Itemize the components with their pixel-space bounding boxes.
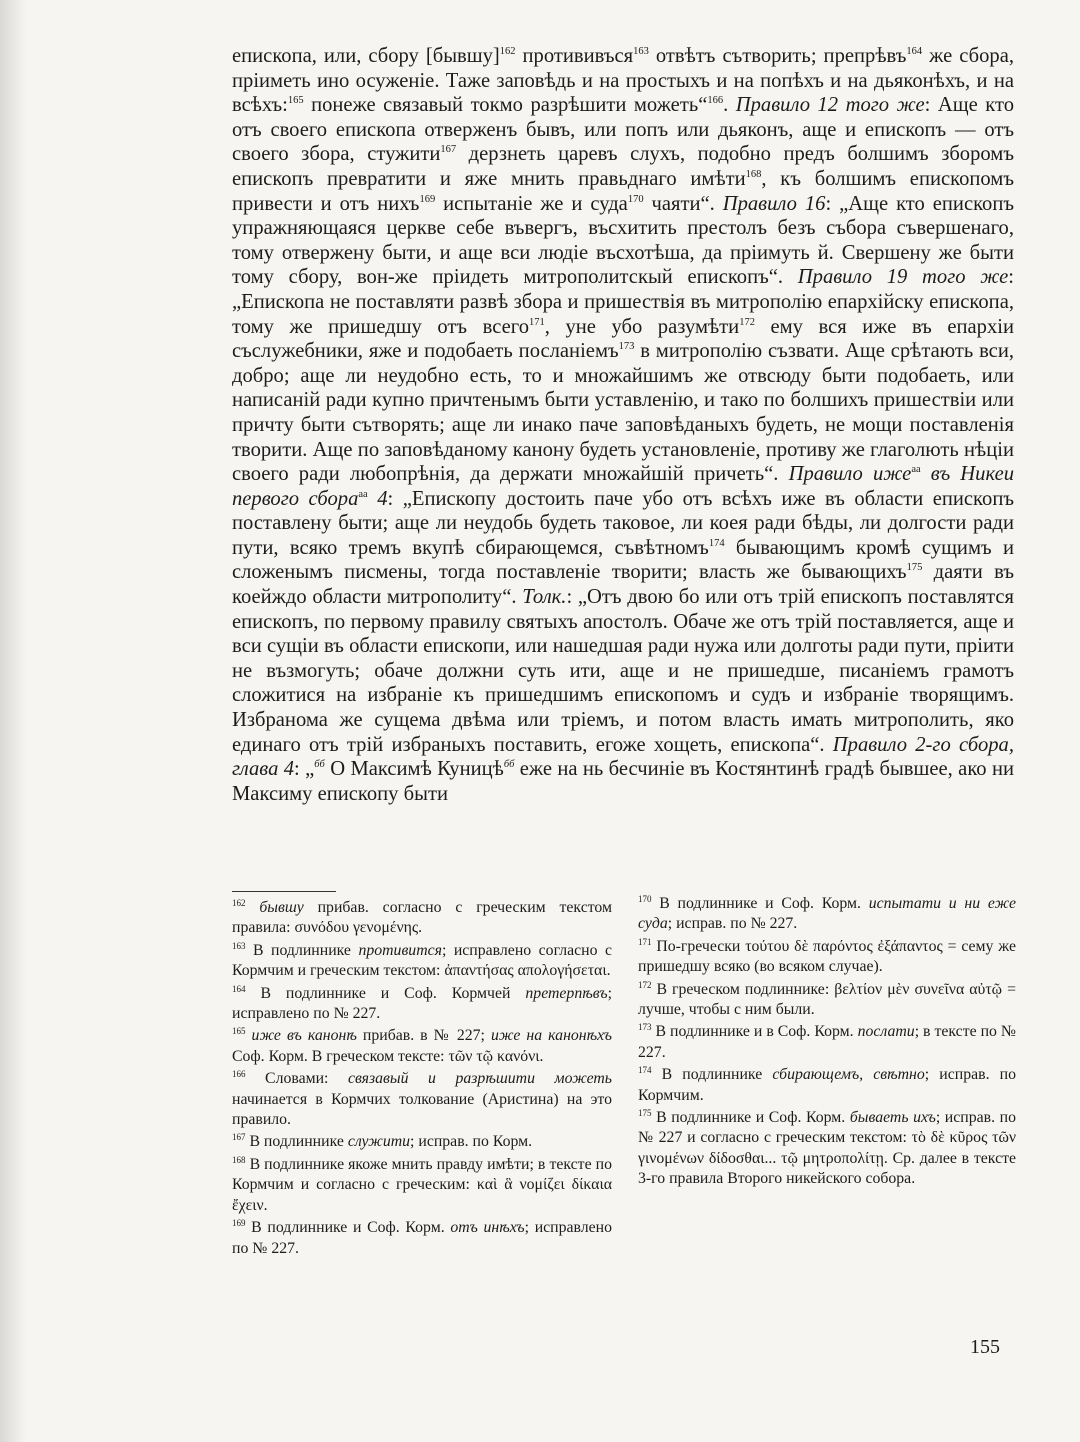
footnote-text: ; исправлено по № 227. — [232, 1219, 613, 1257]
footnote-italic: послати — [857, 1023, 915, 1041]
footnote-number: 172 — [638, 979, 652, 990]
footnote-169 — [232, 1218, 612, 1259]
footnote-ref-166[interactable]: 166 — [707, 95, 724, 107]
text-run: О Максимѣ Куницѣ — [324, 758, 504, 781]
text-run: ему вся иже въ епархіи съслужебники, яже и подобаеть посланіемъ — [232, 315, 1014, 363]
footnote-number: 170 — [638, 894, 652, 904]
footnote-separator — [232, 891, 336, 892]
text-run: же сбора, пріиметь ино осуженіе. Таже заповѣдь и на простыхъ и на попѣхъ и на дьяконѣхъ, и на всѣхъ: — [232, 45, 1014, 117]
page-gutter-shadow — [0, 0, 26, 1442]
footnote-text: ; исправ. по № 227 и согласно с греческим текстом: τὸ δὲ κῦρος τῶν γινομένων δίδοσθαι... τῷ μητροπολίτῃ. Ср. далее в тексте 3-го правила Второго никейского собора. — [638, 1109, 1016, 1188]
text-run: испытаніе же и суда — [435, 192, 628, 215]
footnote-ref-164[interactable]: 164 — [906, 46, 923, 57]
footnote-text: В подлиннике — [245, 1133, 348, 1151]
footnote-ref-bb[interactable]: бб — [314, 759, 325, 771]
footnote-162 — [232, 898, 612, 939]
footnote-ref-bb[interactable]: бб — [503, 759, 515, 771]
footnote-number: 169 — [232, 1218, 246, 1229]
footnote-italic: иже на канонѣхъ — [490, 1027, 612, 1045]
text-run: понеже связавый токмо разрѣшити можеть“ — [303, 94, 708, 117]
rule-citation: Правило 16 — [722, 192, 826, 215]
footnote-number: 173 — [638, 1022, 652, 1033]
footnote-165 — [232, 1026, 612, 1067]
footnote-text: Соф. Корм. В греческом тексте: τῶν τῷ κανόνι. — [232, 1047, 544, 1065]
footnote-167 — [232, 1132, 612, 1152]
footnote-number: 175 — [638, 1108, 652, 1119]
footnote-number: 163 — [232, 940, 246, 951]
text-run: бывающимъ кромѣ сущимъ и сложенымъ писмены, тогда поставленіе творити; власть же бывающихъ — [232, 536, 1014, 584]
footnote-ref-170[interactable]: 170 — [627, 193, 644, 205]
footnote-172 — [638, 980, 1016, 1021]
footnote-164 — [232, 984, 612, 1025]
text-run: , къ болшимъ епископомъ привести и отъ нихъ — [232, 167, 1014, 215]
footnote-text: ; исправ. по № 227. — [667, 915, 798, 933]
footnote-text: В подлиннике и Соф. Кормчей — [245, 984, 526, 1002]
footnote-italic: служити — [347, 1133, 411, 1151]
footnote-ref-168[interactable]: 168 — [745, 168, 762, 180]
text-run: протививъся — [515, 45, 634, 67]
footnote-italic: связавый и разрѣшити можеть — [347, 1070, 612, 1088]
text-run: чаяти“. — [643, 192, 723, 215]
footnote-ref-165[interactable]: 165 — [287, 95, 304, 107]
footnote-text: По-гречески τούτου δὲ παρόντος ἐξάπαντος = сему же пришедшу всяко (во всяком случае). — [638, 937, 1016, 976]
text-run: : „Отъ двою бо или отъ трій епископъ поставлятся епископъ, по первому правилу святыхъ апостолъ. Обаче же отъ трій поставляется, аще и вси сущіи въ области епископи, или нашедшая ради нужа или долготы ради пути, пріити не възмогуть; обаче должни суть ити, аще и не пришедше, писаніемъ грамотъ сложитися на избраніе къ пришедшимъ епископомъ и судъ и избраніе творящимъ. Избранома же сущема двѣма или тріемъ, и потом власть имать митрополить, яко единаго отъ трій избраныхъ поставить, егоже хощеть, епископа“. — [232, 586, 1014, 756]
footnote-ref-163[interactable]: 163 — [633, 46, 649, 57]
footnote-ref-aa[interactable]: аа — [911, 464, 921, 476]
footnote-text: В подлиннике и в Соф. Корм. — [651, 1023, 858, 1041]
footnote-ref-162[interactable]: 162 — [499, 46, 516, 57]
footnote-text: ; исправ. по Кормчим. — [638, 1066, 1016, 1104]
rule-citation: въ Никеи первого сбора — [232, 463, 1015, 510]
footnote-number: 168 — [232, 1154, 246, 1165]
footnote-text: ; в тексте по № 227. — [638, 1023, 1016, 1061]
footnote-text: ; исправ. по Корм. — [410, 1133, 533, 1151]
text-run: в митрополію съзвати. Аще срѣтають вси, добро; аще ли неудобно есть, то и множайшимъ же отвсюду быти подобаеть, или написаній ради купно причтенымъ быти уставленію, и тако по болшихъ пришествіи или причту быти сътворять; аще ли инако паче заповѣданыхъ будеть, не мощи поставленія творити. Аще по заповѣданому канону будеть установленіе, противу же глаголють нѣціи своего ради любопрѣнія, да держати множайшій причеть“. — [232, 340, 1014, 486]
text-run: : Аще кто отъ своего епископа отверженъ бывъ, или попъ или дьяконъ, аще и епископъ — отъ своего збора, стужити — [232, 94, 1015, 166]
rule-citation: Правило 2-го сбора, глава 4 — [232, 733, 1014, 781]
footnote-italic: бывшу — [259, 899, 304, 916]
footnote-163 — [232, 941, 612, 982]
footnote-text: В подлиннике и Соф. Корм. — [651, 895, 869, 912]
footnotes-right-column — [638, 894, 1016, 1192]
footnote-text: ; исправлено согласно с Кормчим и греческим текстом: ἀπαντήσας απολογήσεται. — [232, 941, 613, 980]
footnote-171 — [638, 937, 1016, 978]
footnote-ref-175[interactable]: 175 — [906, 562, 923, 574]
footnote-italic: отъ инѣхъ — [450, 1219, 525, 1237]
main-paragraph — [232, 44, 1014, 806]
footnote-italic: противится — [358, 941, 442, 959]
footnote-number: 166 — [232, 1069, 246, 1080]
footnote-ref-174[interactable]: 174 — [708, 537, 725, 549]
footnote-italic: иже въ канонѣ — [251, 1027, 357, 1045]
footnote-ref-167[interactable]: 167 — [440, 144, 457, 156]
footnote-text: Словами: — [245, 1070, 348, 1088]
footnote-number: 167 — [232, 1132, 246, 1143]
footnote-ref-169[interactable]: 169 — [419, 193, 436, 205]
text-run: . — [723, 94, 736, 117]
rule-citation: 4 — [367, 487, 388, 510]
footnote-text: В подлиннике — [245, 941, 359, 959]
footnote-text: прибав. в № 227; — [356, 1027, 491, 1045]
footnote-italic: сбирающемъ, свѣтно — [772, 1066, 925, 1084]
footnote-text: В греческом подлиннике: βελτίον μὲν συνεῖνα αὐτῷ = лучше, чтобы с ним были. — [638, 980, 1016, 1019]
footnote-number: 174 — [638, 1065, 652, 1076]
text-run: , уне убо разумѣти — [544, 315, 740, 338]
footnote-text: В подлиннике и Соф. Корм. — [245, 1219, 451, 1237]
footnote-175 — [638, 1108, 1016, 1190]
footnote-number: 164 — [232, 983, 246, 994]
text-run: : „Епископа не поставляти развѣ збора и пришествія въ митрополію епархійску епископа, тому же пришедшу отъ всего — [232, 266, 1015, 338]
footnote-number: 171 — [638, 936, 652, 947]
footnote-italic: претерпѣвъ — [525, 984, 608, 1002]
text-run: : „Аще кто епископъ упражняющаяся церкве себе въвергъ, въсхитить престолъ безъ събора съвершенаго, тому отвержену быти, и аще вси людіе въсхотѣша, да пріимуть й. Свершену же быти тому сбору, вон-же пріидеть митрополитскый епископъ“. — [232, 192, 1015, 289]
footnote-174 — [638, 1065, 1016, 1106]
text-run: епископа, или, сбору [бывшу] — [232, 45, 500, 67]
footnote-168 — [232, 1155, 612, 1216]
footnote-text: начинается в Кормчих толкование (Аристина) на это правило. — [232, 1090, 612, 1129]
text-run: : „Епископу достоить паче убо отъ всѣхъ иже въ области епископъ поставлену быти; аще ли неудобь будеть таковое, ли коея ради бѣды, ли долгости ради пути, всяко тремъ вкупѣ сбирающемся, съвѣтномъ — [232, 487, 1014, 559]
footnotes-left-column — [232, 898, 612, 1261]
text-run: даяти въ коейждо области митрополиту“. — [232, 561, 1014, 609]
footnote-ref-171[interactable]: 171 — [529, 316, 545, 328]
footnote-170 — [638, 894, 1016, 935]
text-run: : „ — [294, 758, 315, 781]
footnote-italic: испытати и ни еже суда — [638, 895, 1016, 933]
footnote-text: В подлиннике и Соф. Корм. — [651, 1109, 850, 1127]
footnote-text: В подлиннике — [651, 1066, 773, 1084]
commentary-label: Толк. — [522, 586, 567, 609]
rule-citation: Правило иже — [788, 463, 912, 486]
footnote-number: 162 — [232, 898, 246, 908]
footnote-ref-173[interactable]: 173 — [618, 341, 635, 353]
footnote-ref-aa[interactable]: аа — [358, 488, 368, 500]
footnote-text: ; исправлено по № 227. — [232, 984, 612, 1023]
footnote-173 — [638, 1022, 1016, 1063]
text-run: еже на нь бесчиніе въ Костянтинѣ градѣ бывшее, ако ни Максиму епископу быти — [232, 758, 1014, 805]
footnote-text: В подлиннике якоже мнить правду имѣти; в тексте по Кормчим и согласно с греческим: καὶ ἃ νομίζει δίκαια ἔχειν. — [232, 1155, 612, 1214]
footnote-166 — [232, 1069, 612, 1130]
footnote-ref-172[interactable]: 172 — [739, 316, 755, 328]
rule-citation: Правило 12 того же — [735, 94, 925, 117]
page-number: 155 — [970, 1336, 1000, 1358]
footnote-text: прибав. согласно с греческим текстом правила: συνόδου γενομένης. — [232, 899, 612, 937]
rule-citation: Правило 19 того же — [797, 266, 1009, 289]
footnote-number: 165 — [232, 1026, 246, 1037]
text-run: дерзнеть царевъ слухъ, подобно предъ болшимъ зборомъ епископъ превратити и яже мнить правьднаго имѣти — [232, 143, 1014, 190]
footnote-italic: бываеть ихъ — [849, 1109, 936, 1127]
text-run: отвѣтъ сътворить; препрѣвъ — [648, 45, 907, 67]
main-text-block — [232, 44, 1014, 806]
